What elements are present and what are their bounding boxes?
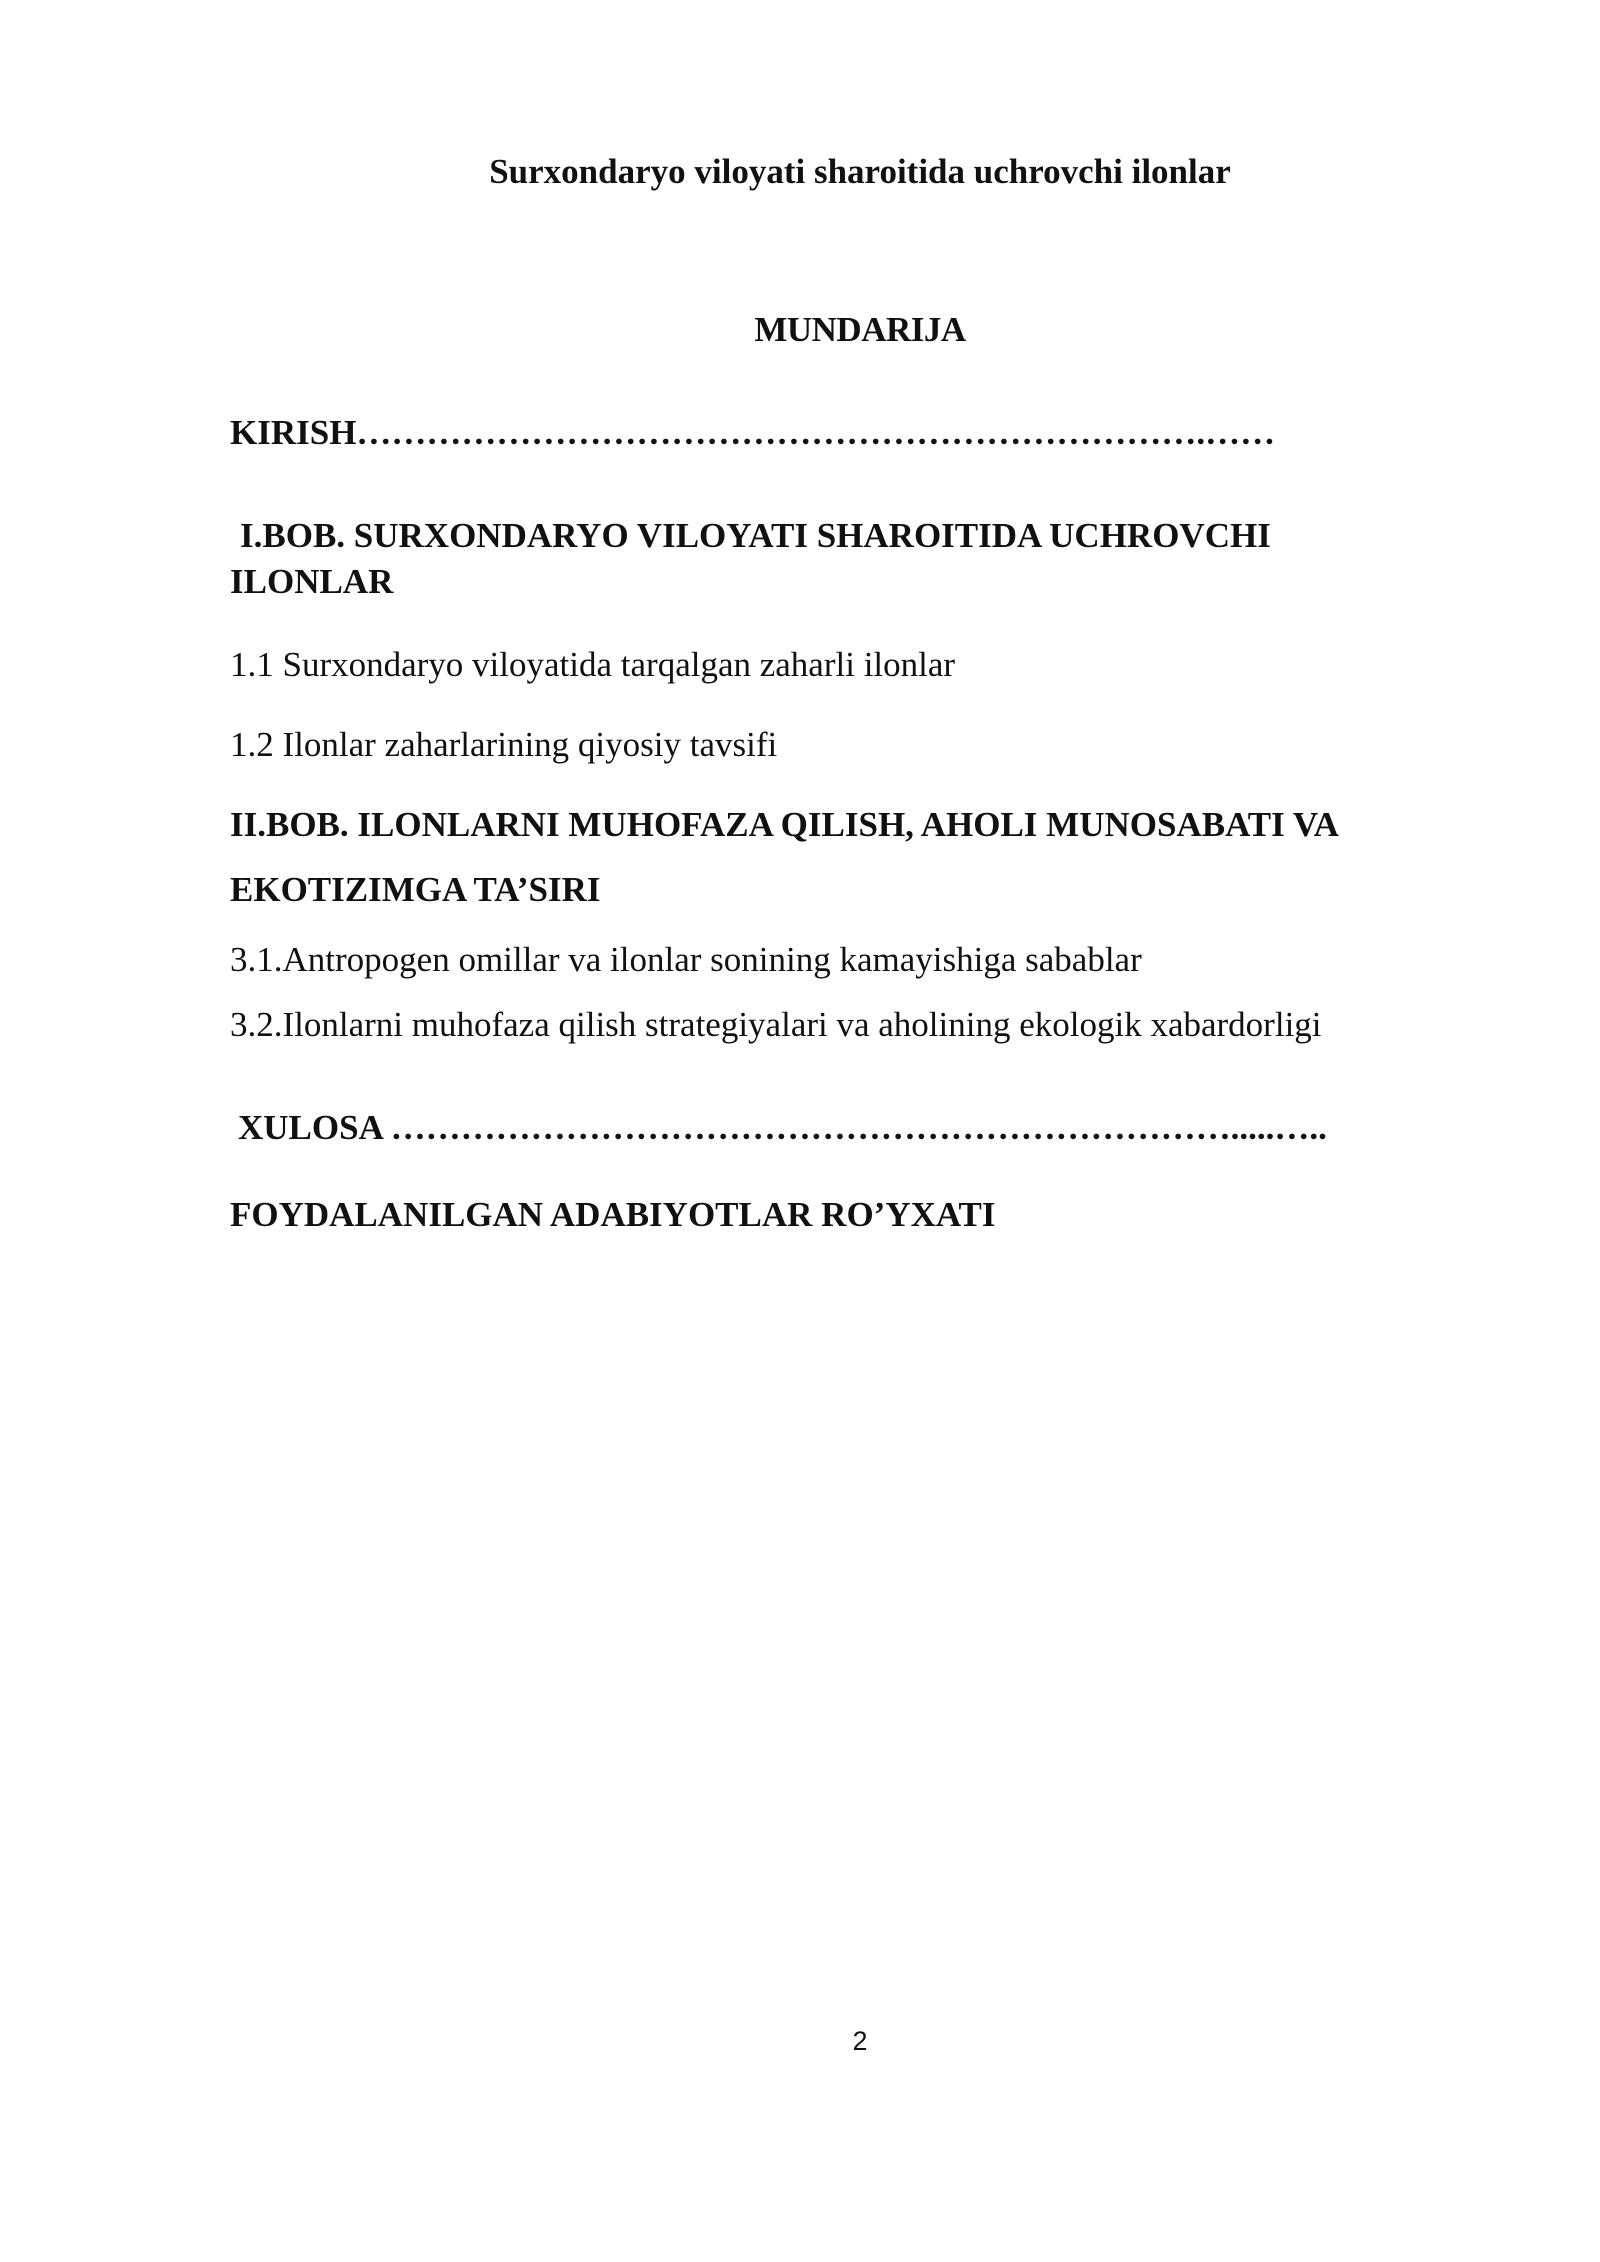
toc-entry-references: FOYDALANILGAN ADABIYOTLAR RO’YXATI	[230, 1195, 996, 1234]
toc-entry-section-3-2: 3.2.Ilonlarni muhofaza qilish strategiyalari va aholining ekologik xabardorligi	[230, 1005, 1322, 1044]
toc-entry-chapter-2-line-2: EKOTIZIMGA TA’SIRI	[230, 870, 601, 909]
toc-heading: MUNDARIJA	[754, 310, 966, 349]
toc-entry-xulosa: XULOSA ……………………………………………………………….....…..	[238, 1108, 1327, 1147]
document-title: Surxondaryo viloyati sharoitida uchrovchi ilonlar	[489, 152, 1231, 191]
toc-entry-chapter-1-line-2: ILONLAR	[230, 562, 394, 601]
page-number: 2	[852, 2026, 868, 2056]
toc-entry-chapter-1-line-1: I.BOB. SURXONDARYO VILOYATI SHAROITIDA UCHROVCHI	[240, 516, 1271, 555]
toc-entry-section-1-2: 1.2 Ilonlar zaharlarining qiyosiy tavsifi	[230, 725, 778, 764]
toc-entry-kirish: KIRISH……………………………………………………………….……	[230, 413, 1276, 452]
toc-entry-section-3-1: 3.1.Antropogen omillar va ilonlar sonining kamayishiga sabablar	[230, 940, 1142, 979]
toc-entry-section-1-1: 1.1 Surxondaryo viloyatida tarqalgan zaharli ilonlar	[230, 645, 956, 684]
toc-entry-chapter-2-line-1: II.BOB. ILONLARNI MUHOFAZA QILISH, AHOLI MUNOSABATI VA	[230, 805, 1339, 844]
